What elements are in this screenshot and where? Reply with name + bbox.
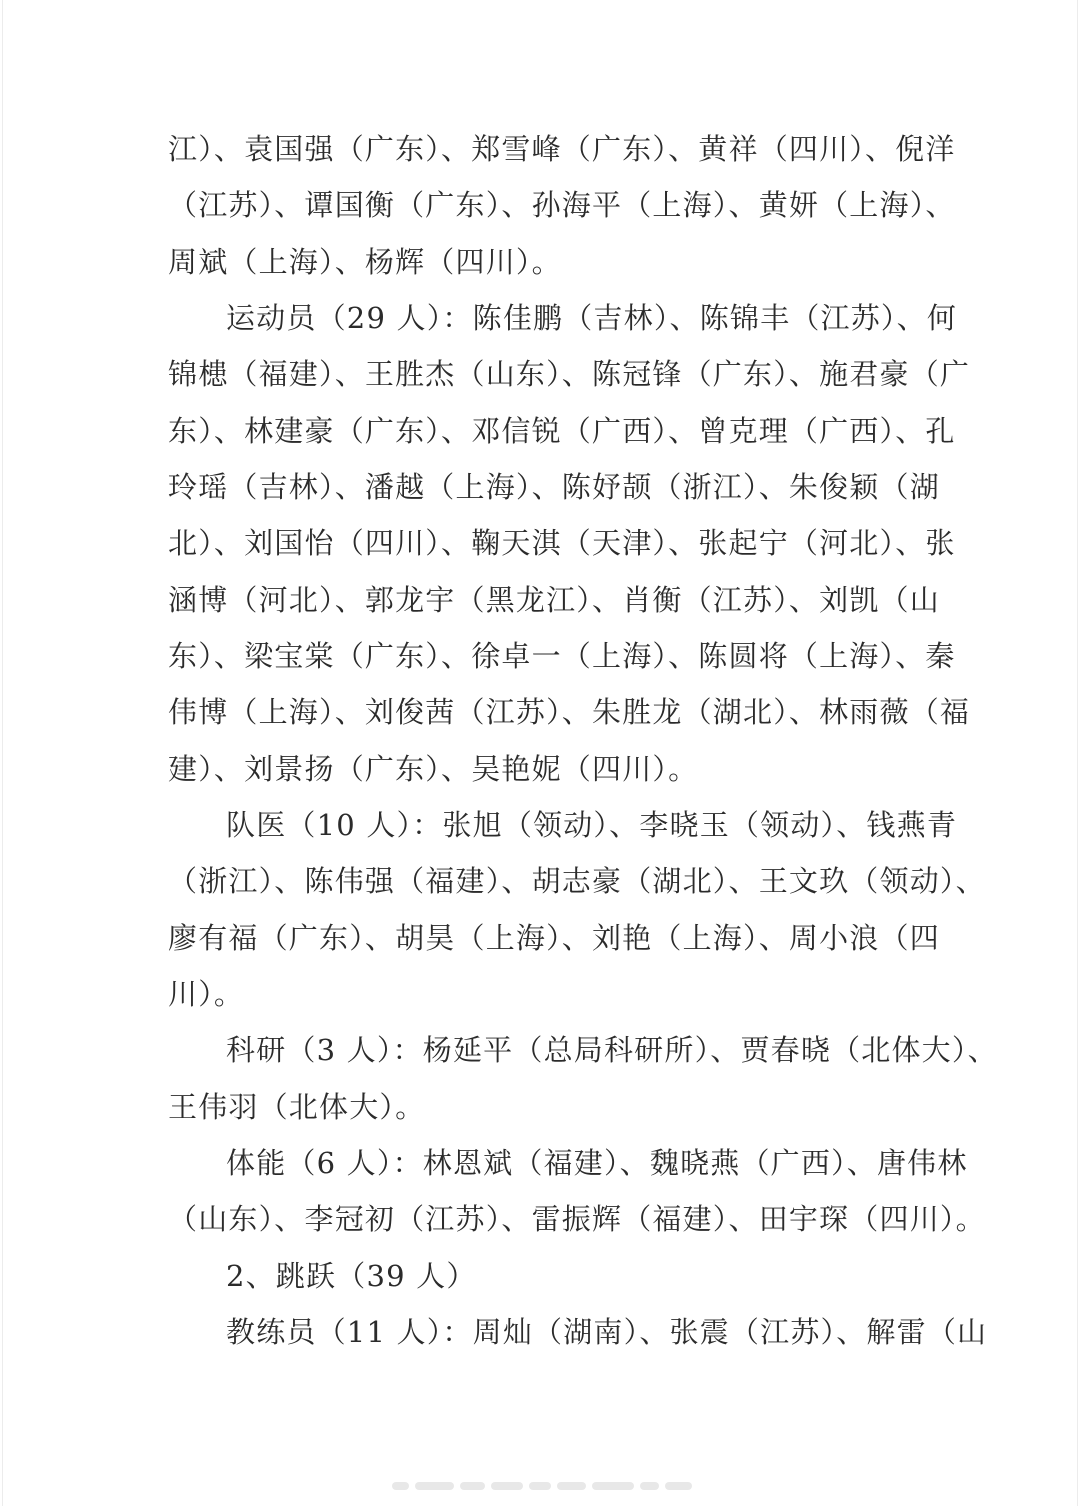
text-line: 锦槵（福建）、王胜杰（山东）、陈冠锋（广东）、施君豪（广 [168,357,971,391]
text-line: 东）、梁宝棠（广东）、徐卓一（上海）、陈圆将（上海）、秦 [168,639,956,673]
text-line: 东）、林建豪（广东）、邓信锐（广西）、曾克理（广西）、孔 [168,414,956,448]
page-edge-right [1077,0,1078,1506]
page-edge-left [2,0,3,1506]
paragraph-research-start: 科研（3 人）：杨延平（总局科研所）、贾春晓（北体大）、 [226,1033,998,1067]
paragraph-athletes-start: 运动员（29 人）：陈佳鹏（吉林）、陈锦丰（江苏）、何 [226,301,958,335]
text-line: 涵博（河北）、郭龙宇（黑龙江）、肖衡（江苏）、刘凯（山 [168,583,940,617]
text-line: 伟博（上海）、刘俊茜（江苏）、朱胜龙（湖北）、林雨薇（福 [168,695,971,729]
text-line: 建）、刘景扬（广东）、吴艳妮（四川）。 [168,752,699,786]
text-line: 北）、刘国怡（四川）、鞠天淇（天津）、张起宁（河北）、张 [168,526,956,560]
text-line: 江）、袁国强（广东）、郑雪峰（广东）、黄祥（四川）、倪洋 [168,132,956,166]
text-line: （江苏）、谭国衡（广东）、孙海平（上海）、黄妍（上海）、 [168,188,956,222]
text-line: 王伟羽（北体大）。 [168,1090,426,1124]
text-line: 川）。 [168,977,245,1011]
paragraph-coaches-start: 教练员（11 人）：周灿（湖南）、张震（江苏）、解雷（山 [226,1315,988,1349]
paragraph-medics-start: 队医（10 人）：张旭（领动）、李晓玉（领动）、钱燕青 [226,808,958,842]
paragraph-fitness-start: 体能（6 人）：林恩斌（福建）、魏晓燕（广西）、唐伟林 [226,1146,968,1180]
text-line: （山东）、李冠初（江苏）、雷振辉（福建）、田宇琛（四川）。 [168,1202,986,1236]
text-line: （浙江）、陈伟强（福建）、胡志豪（湖北）、王文玖（领动）、 [168,864,986,898]
text-line: 玲瑶（吉林）、潘越（上海）、陈妤颉（浙江）、朱俊颖（湖 [168,470,940,504]
text-line: 廖有福（广东）、胡昊（上海）、刘艳（上海）、周小浪（四 [168,921,940,955]
text-line: 周斌（上海）、杨辉（四川）。 [168,245,562,279]
section-heading-jumping: 2、跳跃（39 人） [226,1259,477,1293]
watermark [392,1476,692,1496]
